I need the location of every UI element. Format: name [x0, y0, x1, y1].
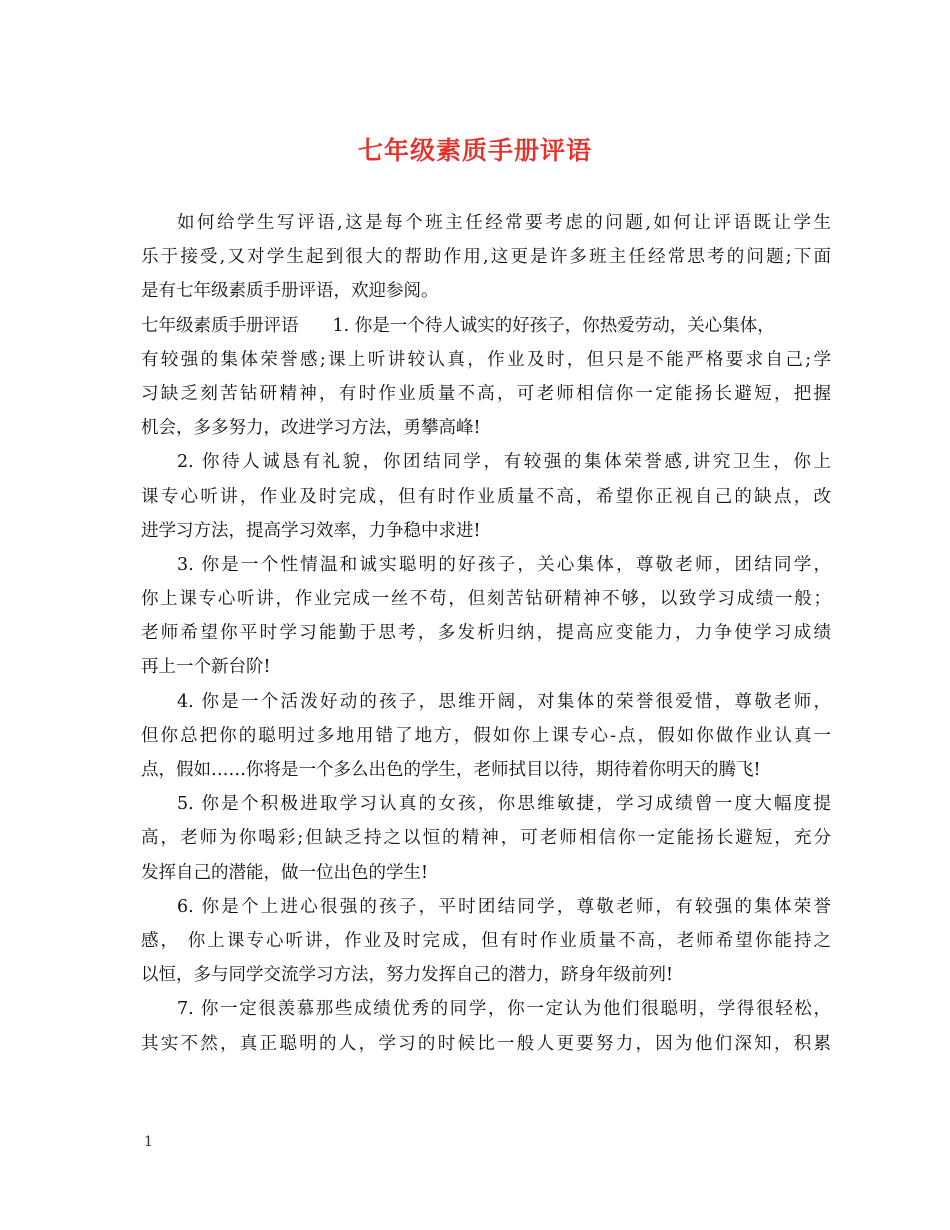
comment-5-line-2: 高，老师为你喝彩;但缺乏持之以恒的精神，可老师相信你一定能扬长避短，充分 — [141, 828, 831, 849]
page-number: 1 — [144, 1134, 153, 1150]
comment-1-line-4: 机会，多多努力，改进学习方法，勇攀高峰! — [141, 418, 481, 439]
comment-3-line-2: 你上课专心听讲，作业完成一丝不苟，但刻苦钻研精神不够，以致学习成绩一般； — [141, 589, 831, 610]
intro-line-2: 乐于接受,又对学生起到很大的帮助作用,这更是许多班主任经常思考的问题;下面 — [141, 247, 831, 268]
comment-5-line-1: 5. 你是个积极进取学习认真的女孩，你思维敏捷，学习成绩曾一度大幅度提 — [177, 794, 831, 815]
comment-1-start: 1. 你是一个待人诚实的好孩子，你热爱劳动，关心集体， — [332, 315, 775, 336]
comment-2-line-2: 课专心听讲，作业及时完成，但有时作业质量不高，希望你正视自己的缺点，改 — [141, 486, 831, 507]
comment-4-line-2: 但你总把你的聪明过多地用错了地方，假如你上课专心-点，假如你做作业认真一 — [141, 725, 831, 746]
comment-1-line-3: 习缺乏刻苦钻研精神，有时作业质量不高，可老师相信你一定能扬长避短，把握 — [141, 383, 831, 404]
intro-line-1: 如何给学生写评语,这是每个班主任经常要考虑的问题,如何让评语既让学生 — [177, 213, 831, 233]
comment-7-line-1: 7. 你一定很羡慕那些成绩优秀的同学，你一定认为他们很聪明，学得很轻松， — [177, 999, 831, 1020]
comment-4-line-3: 点，假如……你将是一个多么出色的学生，老师拭目以待，期待着你明天的腾飞! — [141, 760, 761, 780]
document-body — [141, 206, 831, 1061]
comment-6-line-1: 6. 你是个上进心很强的孩子，平时团结同学，尊敬老师，有较强的集体荣誉 — [177, 896, 831, 917]
comment-4-line-1: 4. 你是一个活泼好动的孩子，思维开阔，对集体的荣誉很爱惜，尊敬老师， — [177, 691, 831, 712]
comment-1-line-2: 有较强的集体荣誉感;课上听讲较认真，作业及时，但只是不能严格要求自己;学 — [141, 349, 831, 370]
comment-3-line-3: 老师希望你平时学习能勤于思考，多发析归纳，提高应变能力，力争使学习成绩 — [141, 623, 831, 644]
comment-7-line-2: 其实不然，真正聪明的人，学习的时候比一般人更要努力，因为他们深知，积累 — [141, 1033, 831, 1054]
document-title: 七年级素质手册评语 — [357, 136, 592, 165]
comment-1-line-1 — [141, 309, 831, 343]
comment-3-line-4: 再上一个新台阶! — [141, 657, 271, 678]
comment-6-line-3: 以恒，多与同学交流学习方法，努力发挥自己的潜力，跻身年级前列! — [141, 965, 674, 986]
comment-3-line-1: 3. 你是一个性情温和诚实聪明的好孩子，关心集体，尊敬老师，团结同学， — [177, 554, 831, 575]
comment-2-line-1: 2. 你待人诚恳有礼貌，你团结同学，有较强的集体荣誉感,讲究卫生，你上 — [177, 452, 831, 473]
comment-6-line-2: 感， 你上课专心听讲，作业及时完成，但有时作业质量不高，老师希望你能持之 — [141, 930, 831, 951]
comment-2-line-3: 进学习方法，提高学习效率，力争稳中求进! — [141, 520, 481, 541]
intro-line-3: 是有七年级素质手册评语，欢迎参阅。 — [141, 281, 439, 302]
section-label: 七年级素质手册评语 — [141, 315, 299, 336]
comment-5-line-3: 发挥自己的潜能，做一位出色的学生! — [141, 862, 429, 883]
